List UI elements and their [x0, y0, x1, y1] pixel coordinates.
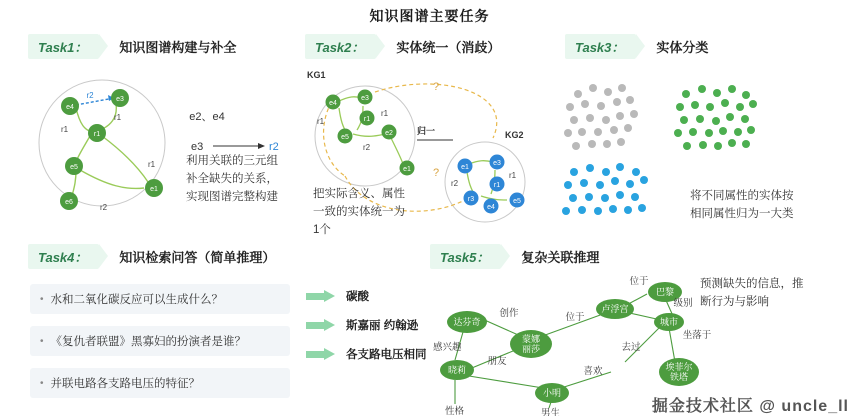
blue-cluster — [562, 163, 648, 215]
task1-label: Task1： — [28, 34, 99, 59]
svg-text:蒙娜: 蒙娜 — [521, 334, 541, 344]
task3-heading: 实体分类 — [656, 40, 709, 55]
svg-text:e3: e3 — [361, 95, 369, 102]
task3-header — [565, 34, 708, 59]
svg-text:城市: 城市 — [659, 317, 679, 327]
svg-text:r2: r2 — [100, 203, 108, 212]
svg-text:r1: r1 — [148, 160, 156, 169]
arrow-right-icon — [306, 319, 336, 332]
answer-text: 斯嘉丽 约翰逊 — [346, 320, 419, 332]
answer-text: 碳酸 — [346, 291, 369, 303]
task2-header — [305, 34, 500, 59]
bullet-icon: • — [40, 335, 44, 347]
svg-text:性格: 性格 — [445, 406, 465, 416]
svg-text:e4: e4 — [487, 204, 495, 211]
svg-text:达芬奇: 达芬奇 — [453, 317, 481, 327]
svg-text:e5: e5 — [513, 198, 521, 205]
svg-text:r1: r1 — [317, 117, 325, 126]
svg-text:喜欢: 喜欢 — [583, 366, 603, 377]
svg-text:r1: r1 — [61, 125, 69, 134]
task1-caption: 利用关联的三元组补全缺失的关系，实现图谱完整构建 — [186, 155, 278, 203]
task5-label: Task5： — [430, 244, 501, 269]
svg-text:r2: r2 — [86, 91, 94, 100]
svg-text:r1: r1 — [93, 131, 101, 138]
svg-text:e1: e1 — [461, 164, 469, 171]
svg-text:e5: e5 — [341, 134, 349, 141]
svg-text:r1: r1 — [493, 182, 501, 189]
svg-text:e1: e1 — [403, 166, 411, 173]
task4-answers — [306, 288, 427, 362]
question-mark-2: ? — [433, 167, 440, 179]
question-mark-1: ? — [433, 81, 440, 93]
svg-text:卢浮宫: 卢浮宫 — [601, 304, 629, 314]
question-text: 并联电路各支路电压的特征？ — [50, 378, 201, 390]
svg-text:r1: r1 — [381, 109, 389, 118]
svg-text:e3: e3 — [493, 160, 501, 167]
svg-text:铁塔: 铁塔 — [669, 372, 689, 382]
arrow-right-icon — [306, 290, 336, 303]
svg-text:r2: r2 — [451, 179, 459, 188]
answer-item — [306, 346, 427, 362]
svg-text:位于: 位于 — [629, 276, 649, 287]
task4-label: Task4： — [28, 244, 99, 269]
svg-text:级别: 级别 — [673, 298, 693, 309]
task2-heading: 实体统一（消歧） — [396, 40, 501, 55]
svg-text:位于: 位于 — [565, 312, 585, 323]
svg-text:巴黎: 巴黎 — [655, 287, 675, 297]
task2-label: Task2： — [305, 34, 376, 59]
svg-text:晓莉: 晓莉 — [447, 365, 467, 375]
bullet-icon: • — [40, 293, 44, 305]
svg-text:e1: e1 — [150, 186, 158, 193]
task1-heading: 知识图谱构建与补全 — [119, 40, 237, 55]
svg-text:e4: e4 — [329, 100, 337, 107]
svg-text:埃菲尔: 埃菲尔 — [665, 362, 693, 372]
answer-item — [306, 288, 427, 304]
question-item[interactable] — [30, 326, 290, 356]
question-text: 水和二氧化碳反应可以生成什么？ — [50, 294, 224, 306]
task2-caption: 把实际含义、属性一致的实体统一为1个 — [313, 188, 405, 236]
task5-header — [430, 244, 599, 269]
task1-graph — [30, 70, 210, 220]
kg2-label: KG2 — [505, 130, 524, 140]
answer-item — [306, 317, 427, 333]
task5-caption: 预测缺失的信息，推断行为与影响 — [700, 278, 804, 308]
svg-text:r1: r1 — [114, 113, 122, 122]
answer-text: 各支路电压相同 — [346, 349, 427, 361]
svg-text:坐落于: 坐落于 — [682, 330, 712, 341]
svg-text:e2: e2 — [385, 130, 393, 137]
task5-heading: 复杂关联推理 — [521, 250, 600, 265]
svg-text:创作: 创作 — [499, 308, 519, 319]
svg-text:小明: 小明 — [542, 388, 562, 398]
svg-text:朋友: 朋友 — [487, 356, 507, 367]
question-text: 《复仇者联盟》黑寡妇的扮演者是谁？ — [50, 336, 247, 348]
task3-label: Task3： — [565, 34, 636, 59]
svg-text:e3: e3 — [116, 96, 124, 103]
task4-heading: 知识检索问答（简单推理） — [119, 250, 276, 265]
task3-caption: 将不同属性的实体按相同属性归为一大类 — [690, 190, 794, 220]
merge-label: 归一 — [417, 126, 436, 136]
watermark: 掘金技术社区 @ uncle_ll — [651, 398, 849, 415]
page-title: 知识图谱主要任务 — [369, 8, 490, 24]
formula-left: e2、e4 — [189, 111, 225, 123]
question-item[interactable] — [30, 284, 290, 314]
task1-header — [28, 34, 236, 59]
svg-text:感兴趣: 感兴趣 — [433, 342, 462, 353]
task4-header — [28, 244, 275, 269]
svg-text:e5: e5 — [70, 164, 78, 171]
arrow-right-icon — [306, 348, 336, 361]
svg-text:e4: e4 — [66, 104, 74, 111]
task4-questions — [30, 284, 290, 398]
green-cluster — [674, 85, 757, 150]
svg-text:男生: 男生 — [541, 408, 561, 416]
svg-text:e6: e6 — [65, 199, 73, 206]
gray-cluster — [564, 84, 638, 150]
kg1-label: KG1 — [307, 70, 326, 80]
svg-text:r2: r2 — [363, 143, 371, 152]
svg-text:丽莎: 丽莎 — [521, 344, 541, 354]
svg-text:r1: r1 — [509, 171, 517, 180]
question-item[interactable] — [30, 368, 290, 398]
svg-text:r3: r3 — [467, 196, 475, 203]
bullet-icon: • — [40, 377, 44, 389]
svg-text:r1: r1 — [363, 116, 371, 123]
formula-from: e3 — [191, 141, 204, 153]
formula-to: r2 — [269, 141, 279, 153]
svg-text:去过: 去过 — [621, 342, 641, 353]
